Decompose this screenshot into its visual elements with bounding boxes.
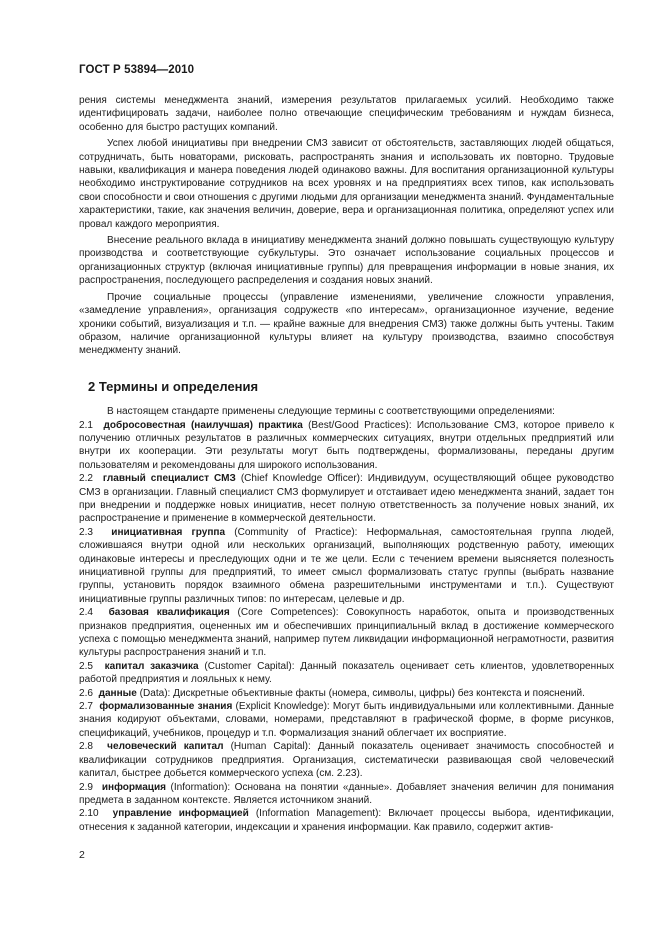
term-number: 2.6: [79, 687, 93, 699]
term-entry: [79, 419, 614, 473]
page-header: ГОСТ Р 53894—2010: [79, 64, 195, 76]
term-number: 2.2: [79, 473, 93, 485]
term-name: человеческий капитал: [107, 741, 224, 753]
term-entry: [79, 807, 614, 834]
term-definition: (Information Management): Включает процессы выбора, идентификации, отнесения к заданной категории, индексации и хранения информации. Как правило, содержит актив-: [79, 808, 615, 833]
term-entry: [79, 526, 614, 606]
term-definition: (Customer Capital): Данный показатель оценивает сеть клиентов, удовлетворенных работой предприятия и лояльных к нему.: [79, 660, 614, 686]
term-entry: [79, 700, 614, 740]
term-definition: (Core Competences): Совокупность наработок, опыта и производственных признаков предприятия, оцененных им и обеспечивших принципиальный вклад в достижение коммерческого успеха с помощью менеджмента знаний, например путем ликвидации информационной неграмотности, развития культуры распространения знаний и т.п.: [79, 607, 614, 659]
term-name: главный специалист СМЗ: [102, 473, 236, 485]
term-number: 2.7: [79, 701, 93, 713]
term-name: формализованные знания: [99, 701, 233, 713]
intro-paragraph: Успех любой инициативы при внедрении СМЗ зависит от обстоятельств, заставляющих людей общаться, сотрудничать, быть новаторами, рисковать, распространять знания и использовать их повторно. Трудовые навыки, квалификация и манера поведения людей одинаково важны. Для воспитания организационной культуры необходимо инструктирование сотрудников на всех уровнях и на предприятиях всех типов, как использовать свои способности и свои отношения с другими людьми для организации менеджмента знаний. Фундаментальные характеристики, такие, как значения величин, доверие, вера и организационная политика, определяют успех или провал каждого мероприятия.: [79, 138, 614, 230]
term-number: 2.1: [79, 419, 93, 431]
term-entry: [79, 687, 614, 700]
term-entry: [79, 660, 614, 687]
term-entry: [79, 740, 614, 780]
term-entry: [79, 472, 614, 526]
term-definition: (Information): Основана на понятии «данные». Добавляет значения величин для понимания предмета в заданном контексте. Является источником знаний.: [79, 781, 615, 806]
term-definition: (Data): Дискретные объективные факты (номера, символы, цифры) без контекста и пояснений.: [139, 687, 585, 699]
section-title: 2 Термины и определения: [88, 378, 259, 394]
term-name: данные: [98, 687, 137, 699]
term-number: 2.9: [79, 781, 93, 793]
term-number: 2.5: [79, 660, 93, 672]
term-name: инициативная группа: [111, 526, 226, 538]
term-name: капитал заказчика: [104, 660, 199, 672]
term-number: 2.4: [79, 607, 93, 619]
term-definition: (Human Capital): Данный показатель оценивает значимость способностей и квалификации сотрудников предприятия. Организация, систематически развивающая свой человеческий капитал, быстрее добьется коммерческого успеха (см. 2.23).: [79, 741, 614, 780]
page-number: 2: [79, 849, 85, 861]
section-intro: В настоящем стандарте применены следующие термины с соответствующими определениями:: [107, 406, 555, 418]
term-entry: [79, 606, 614, 660]
term-name: добросовестная (наилучшая) практика: [103, 419, 303, 431]
intro-paragraph: рения системы менеджмента знаний, измерения результатов прилагаемых усилий. Необходимо также идентифицировать задачи, наиболее полно отвечающие специфическим требованиям и нуждам бизнеса, особенно для быстро растущих компаний.: [79, 95, 614, 133]
term-entry: [79, 781, 614, 808]
term-definition: (Community of Practice): Неформальная, самостоятельная группа людей, сложившаяся внутри одной или нескольких организаций, выполняющих родственную работу, имеющих одинаковые интересы и преследующих одни и те же цели. Если с течением времени выясняется полезность инициативной группы для предприятий, то имеет смысл формализовать статус группы (выбрать название группы, установить порядок взаимного обмена разрешительными инструментами и т.п.). Существуют инициативные группы различных типов: по интересам, целевые и др.: [79, 526, 614, 605]
term-definition: (Chief Knowledge Officer): Индивидуум, осуществляющий общее руководство СМЗ в организации. Главный специалист СМЗ формулирует и отстаивает идею менеджмента знаний, задает тон при внедрении и поддержке новых инициатив, несет полную ответственность за получение новых знаний, их распространение и применение в коммерческой деятельности.: [79, 473, 614, 525]
intro-paragraph: Внесение реального вклада в инициативу менеджмента знаний должно повышать существующую культуру производства и соответствующие субкультуры. Это означает использование социальных процессов и организационных структур (включая инициативные группы) для превращения информации в новые знания, их распространения, последующего распределения и создания новых знаний.: [79, 235, 614, 287]
term-number: 2.8: [79, 741, 93, 753]
term-name: управление информацией: [112, 808, 249, 820]
document-body: [79, 94, 614, 834]
term-name: информация: [101, 781, 167, 793]
term-number: 2.3: [79, 526, 93, 538]
term-definition: (Best/Good Practices): Использование СМЗ, которое привело к получению отличных результатов в различных коммерческих ситуациях, внутри отдельных предприятий или внутри их кооперации. Эти результаты могут быть подтверждены, формализованы, переданы другим пользователям и рекомендованы для широкого использования.: [79, 419, 614, 471]
term-name: базовая квалификация: [108, 607, 230, 619]
term-definition: (Explicit Knowledge): Могут быть индивидуальными или коллективными. Данные знания кодируют объектами, словами, номерами, представляют в графической форме, в форме рисунков, спецификаций, учебников, процедур и т.п. Формализация знаний облегчает их восприятие.: [79, 701, 614, 739]
intro-paragraph: Прочие социальные процессы (управление изменениями, увеличение сложности управления, «замедление управления», организация содружеств «по интересам», организационное изучение, ведение хроники событий, визуализация и т.п. — крайне важные для внедрения СМЗ) также должны быть учтены. Таким образом, наличие организационной культуры влияет на культуру производства, взаимно способствуя менеджменту знаний.: [79, 291, 614, 357]
term-number: 2.10: [79, 808, 99, 820]
